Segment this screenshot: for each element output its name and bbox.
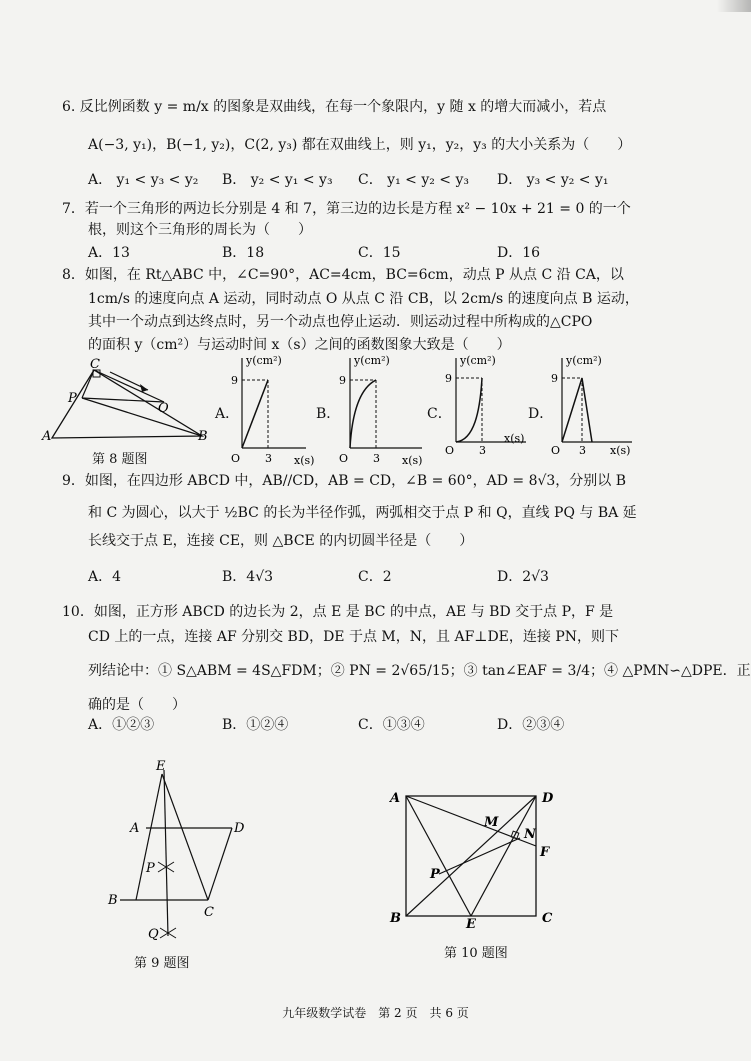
q8-graph-a-xlabel: x(s) (294, 454, 315, 467)
q8-line2: 1cm/s 的速度向点 A 运动，同时动点 O 从点 C 沿 CB，以 2cm/s 的速度向点 B 运动， (88, 291, 639, 307)
q8-graph-d-ytick: 9 (551, 372, 558, 385)
q8-option-a-label: A． (215, 406, 240, 422)
q9-option-c: C．2 (358, 569, 392, 585)
q8-graph-b (336, 352, 436, 470)
q6-option-a: A． y₁ < y₃ < y₂ (88, 172, 199, 188)
q6-option-d: D． y₃ < y₂ < y₁ (497, 172, 609, 188)
q10-figure (386, 790, 566, 930)
q10-label-p: P (430, 867, 440, 882)
q8-graph-c-ytick: 9 (445, 372, 452, 385)
q10-option-b: B．①②④ (222, 717, 289, 733)
q10-label-d: D (542, 791, 554, 806)
q9-figure (100, 760, 260, 950)
q8-graph-d-ylabel: y(cm²) (566, 354, 602, 367)
q10-option-d: D．②③④ (497, 717, 565, 733)
q8-option-b-label: B． (316, 406, 341, 422)
q6-line2: A(−3, y₁)，B(−1, y₂)，C(2, y₃) 都在双曲线上，则 y₁，y₂，y₃ 的大小关系为（ ） (88, 137, 632, 153)
q8-graph-a-ylabel: y(cm²) (246, 354, 282, 367)
q10-label-c: C (542, 911, 553, 926)
q8-graph-c-xtick: 3 (479, 444, 486, 457)
q8-label-a: A (42, 429, 52, 444)
q8-line1: 8．如图，在 Rt△ABC 中，∠C=90°，AC=4cm，BC=6cm，动点 P 从点 C 沿 CA，以 (62, 267, 624, 283)
q8-graph-b-ylabel: y(cm²) (354, 354, 390, 367)
q10-label-m: M (484, 815, 499, 830)
q10-fig-caption: 第 10 题图 (444, 946, 508, 961)
q8-graph-b-xlabel: x(s) (402, 454, 423, 467)
q7-option-d: D．16 (497, 245, 541, 261)
q8-graph-c (442, 352, 542, 470)
q9-label-q: Q (148, 927, 159, 942)
q7-option-c: C．15 (358, 245, 401, 261)
q8-label-c: C (90, 357, 100, 372)
q8-graph-d-xtick: 3 (579, 444, 586, 457)
q8-graph-b-xtick: 3 (373, 452, 380, 465)
q9-label-d: D (234, 821, 245, 836)
q7-line2: 根，则这个三角形的周长为（ ） (88, 222, 312, 238)
q8-line3: 其中一个动点到达终点时，另一个动点也停止运动．则运动过程中所构成的△CPO (88, 314, 593, 330)
q8-graph-d-origin: O (551, 444, 561, 457)
q10-line4: 确的是（ ） (88, 697, 186, 713)
q9-line3: 长线交于点 E，连接 CE，则 △BCE 的内切圆半径是（ ） (88, 533, 474, 549)
q10-label-f: F (540, 845, 550, 860)
q9-line1: 9．如图，在四边形 ABCD 中，AB//CD，AB = CD，∠B = 60°，AD = 8√3，分别以 B (62, 473, 627, 489)
q8-option-d-label: D． (528, 406, 554, 422)
q9-label-p: P (146, 861, 155, 876)
q9-label-b: B (108, 893, 118, 908)
q6-option-c: C． y₁ < y₂ < y₃ (358, 172, 469, 188)
scan-edge-shadow (717, 0, 751, 12)
q8-graph-c-xlabel: x(s) (504, 432, 525, 445)
q8-graph-d-xlabel: x(s) (610, 444, 631, 457)
q8-graph-c-ylabel: y(cm²) (460, 354, 496, 367)
q8-graph-b-ytick: 9 (339, 374, 346, 387)
q9-option-a: A．4 (88, 569, 122, 585)
q7-line1: 7．若一个三角形的两边长分别是 4 和 7，第三边的边长是方程 x² − 10x + 21 = 0 的一个 (62, 201, 631, 217)
q8-graph-d (548, 352, 648, 470)
q8-fig-caption: 第 8 题图 (92, 452, 148, 467)
q10-line2: CD 上的一点，连接 AF 分别交 BD，DE 于点 M，N，且 AF⊥DE，连接 PN，则下 (88, 629, 620, 645)
q8-graph-c-origin: O (445, 444, 455, 457)
q7-option-b: B．18 (222, 245, 265, 261)
q10-label-e: E (466, 917, 476, 932)
q8-graph-b-origin: O (339, 452, 349, 465)
q6-line1: 6. 反比例函数 y = m/x 的图象是双曲线，在每一个象限内，y 随 x 的增大而减小，若点 (62, 99, 607, 115)
q9-line2: 和 C 为圆心，以大于 ½BC 的长为半径作弧，两弧相交于点 P 和 Q，直线 PQ 与 BA 延 (88, 505, 637, 521)
q10-option-a: A．①②③ (88, 717, 155, 733)
q8-line4: 的面积 y（cm²）与运动时间 x（s）之间的函数图象大致是（ ） (88, 337, 511, 353)
q10-line3: 列结论中：① S△ABM = 4S△FDM；② PN = 2√65/15；③ tan∠EAF = 3/4；④ △PMN∽△DPE．正 (88, 663, 751, 679)
q8-triangle-figure (40, 357, 220, 460)
q10-label-n: N (524, 827, 536, 842)
q9-label-c: C (204, 905, 214, 920)
q8-graph-a-origin: O (231, 452, 241, 465)
q8-graph-a-ytick: 9 (231, 374, 238, 387)
q10-label-b: B (390, 911, 401, 926)
q9-label-e: E (156, 759, 166, 774)
q9-option-d: D．2√3 (497, 569, 549, 585)
q9-option-b: B．4√3 (222, 569, 274, 585)
q6-option-b: B． y₂ < y₁ < y₃ (222, 172, 333, 188)
page-footer: 九年级数学试卷 第 2 页 共 6 页 (282, 1006, 469, 1020)
q8-label-o: O (158, 401, 169, 416)
q8-option-c-label: C． (427, 406, 452, 422)
q10-label-a: A (390, 791, 401, 806)
q8-graph-a (228, 352, 318, 470)
q9-fig-caption: 第 9 题图 (134, 956, 190, 971)
q8-label-b: B (198, 429, 208, 444)
q8-graph-a-xtick: 3 (265, 452, 272, 465)
q8-label-p: P (68, 391, 77, 406)
q10-line1: 10．如图，正方形 ABCD 的边长为 2，点 E 是 BC 的中点，AE 与 BD 交于点 P，F 是 (62, 604, 614, 620)
q9-label-a: A (130, 821, 140, 836)
q10-option-c: C．①③④ (358, 717, 425, 733)
q7-option-a: A．13 (88, 245, 130, 261)
